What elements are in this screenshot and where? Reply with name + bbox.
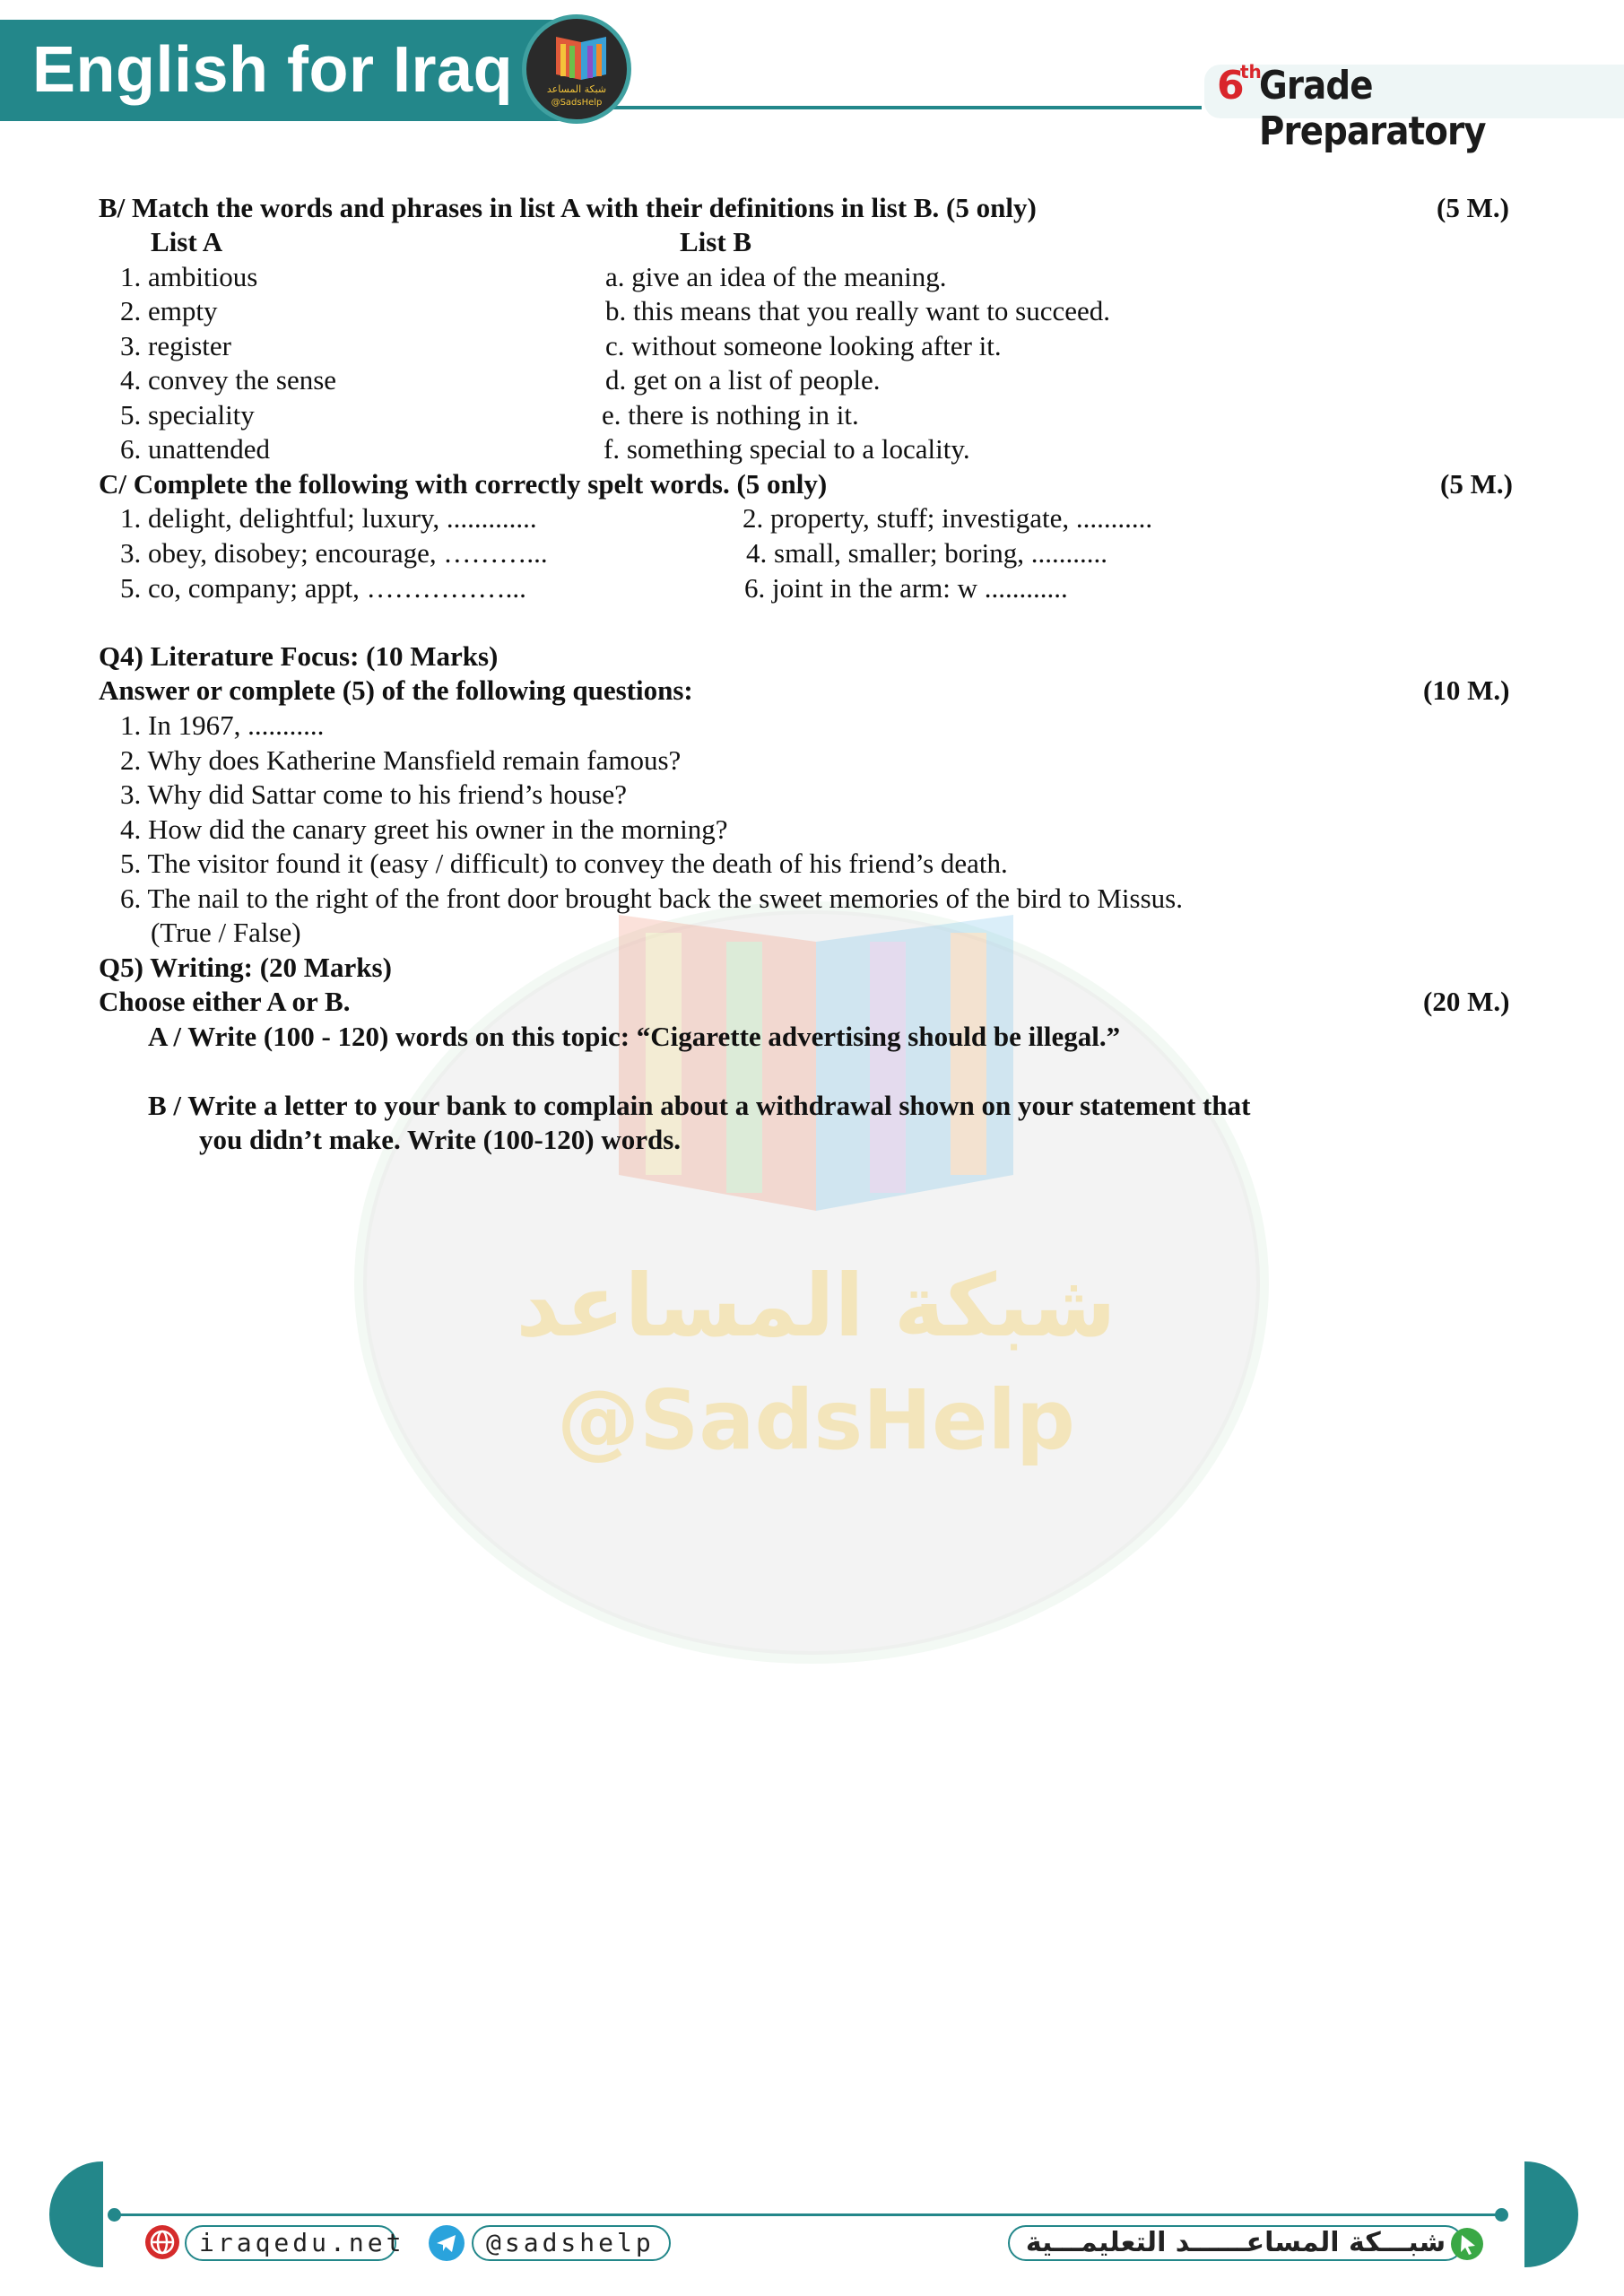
logo [522, 14, 631, 124]
footer-right-cap [1524, 2161, 1578, 2267]
list-b-item: b. this means that you really want to succeed. [605, 295, 1111, 326]
list-a-item: 2. empty [120, 295, 218, 326]
list-a-item: 5. speciality [120, 399, 255, 430]
q4-heading: Q4) Literature Focus: (10 Marks) [99, 640, 499, 672]
grade-suffix: th [1240, 61, 1262, 83]
watermark-arabic: شبكة المساعد [516, 1256, 1116, 1356]
list-b-item: f. something special to a locality. [604, 433, 970, 465]
writing-option-b: B / Write a letter to your bank to complain about a withdrawal shown on your statement that [148, 1090, 1251, 1121]
section-b-heading: B/ Match the words and phrases in list A with their definitions in list B. (5 only) [99, 192, 1037, 223]
q4-instruction: Answer or complete (5) of the following questions: [99, 674, 693, 706]
q5-marks: (20 M.) [1423, 986, 1510, 1017]
list-b-item: c. without someone looking after it. [605, 330, 1002, 361]
footer-dot [108, 2208, 121, 2222]
list-a-title: List A [151, 226, 223, 257]
list-a-item: 1. ambitious [120, 261, 258, 292]
telegram-link[interactable]: @sadshelp [472, 2225, 671, 2261]
writing-option-a: A / Write (100 - 120) words on this topic: “Cigarette advertising should be illegal.” [148, 1021, 1121, 1052]
spelling-item: 5. co, company; appt, ……………... [120, 572, 526, 604]
watermark-handle: @SadsHelp [557, 1372, 1075, 1468]
question-item: 4. How did the canary greet his owner in the morning? [120, 813, 728, 845]
list-b-item: a. give an idea of the meaning. [605, 261, 947, 292]
list-b-item: d. get on a list of people. [605, 364, 881, 396]
header-divider [610, 106, 1202, 109]
section-c-heading: C/ Complete the following with correctly spelt words. (5 only) [99, 468, 828, 500]
list-b-item: e. there is nothing in it. [602, 399, 859, 430]
footer-divider [112, 2213, 1502, 2216]
question-item: 6. The nail to the right of the front door brought back the sweet memories of the bird to Missus. [120, 883, 1183, 914]
spelling-item: 2. property, stuff; investigate, ........... [743, 502, 1153, 534]
list-a-item: 6. unattended [120, 433, 271, 465]
cursor-icon [1451, 2228, 1483, 2260]
footer-left-cap [49, 2161, 103, 2267]
list-b-title: List B [680, 226, 752, 257]
section-b-marks: (5 M.) [1437, 192, 1509, 223]
telegram-icon [429, 2225, 465, 2261]
page-title: English for Iraq [32, 34, 514, 106]
book-icon [551, 35, 612, 83]
spelling-item: 6. joint in the arm: w ............ [744, 572, 1068, 604]
section-c-marks: (5 M.) [1440, 468, 1513, 500]
network-name: شبـــكة المساعــــــد التعليمـــية [1008, 2225, 1463, 2261]
website-link[interactable]: iraqedu.net [185, 2225, 396, 2261]
watermark-book-icon [610, 906, 1022, 1229]
question-item: 1. In 1967, ........... [120, 709, 325, 741]
logo-text: شبكة المساعد [546, 83, 607, 95]
spelling-item: 3. obey, disobey; encourage, ………... [120, 537, 548, 569]
logo-handle: @SadsHelp [551, 98, 603, 108]
question-item: 5. The visitor found it (easy / difficult) to convey the death of his friend’s death. [120, 848, 1008, 879]
grade-label: Grade Preparatory [1259, 63, 1486, 154]
grade-number: 6 [1217, 63, 1245, 109]
question-item: 3. Why did Sattar come to his friend’s house? [120, 778, 628, 810]
list-a-item: 4. convey the sense [120, 364, 337, 396]
globe-icon [145, 2225, 179, 2259]
spelling-item: 4. small, smaller; boring, ........... [746, 537, 1107, 569]
writing-option-b-continued: you didn’t make. Write (100-120) words. [199, 1124, 682, 1155]
q5-instruction: Choose either A or B. [99, 986, 351, 1017]
q5-heading: Q5) Writing: (20 Marks) [99, 952, 392, 983]
footer-dot [1495, 2208, 1508, 2222]
spelling-item: 1. delight, delightful; luxury, ............. [120, 502, 537, 534]
list-a-item: 3. register [120, 330, 231, 361]
q4-marks: (10 M.) [1423, 674, 1510, 706]
question-item: 2. Why does Katherine Mansfield remain famous? [120, 744, 682, 776]
question-item-continued: (True / False) [151, 917, 301, 948]
